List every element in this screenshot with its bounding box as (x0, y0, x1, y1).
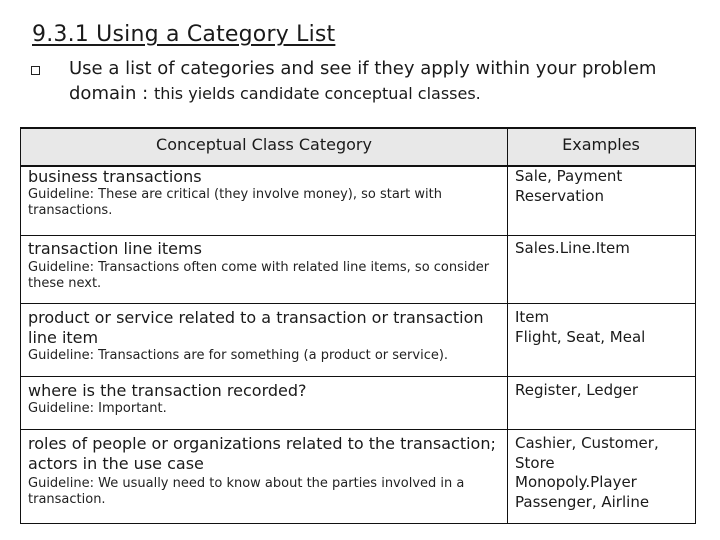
table-row (21, 163, 695, 236)
example-text: Sale, Payment (515, 167, 623, 185)
example-text: Sales.Line.Item (515, 239, 630, 257)
table-header (21, 127, 695, 167)
example-text: Reservation (515, 186, 604, 205)
row-guideline: Guideline: Important. (28, 401, 167, 416)
example-text: Flight, Seat, Meal (515, 327, 646, 346)
header-examples: Examples (562, 135, 640, 154)
bullet-text (69, 56, 689, 106)
category-table (20, 127, 696, 524)
example-text: Register, Ledger (515, 381, 639, 399)
bullet-small-text: this yields candidate conceptual classes. (153, 84, 481, 103)
row-examples (515, 308, 695, 347)
row-guideline: Guideline: We usually need to know about the parties involved in a transaction. (28, 476, 465, 507)
bullet-main-text: Use a list of categories and see if they apply within your problem domain : (69, 58, 657, 104)
table-row (21, 304, 695, 377)
table-row (21, 236, 695, 304)
example-text: Cashier, Customer, (515, 434, 659, 452)
row-guideline: Guideline: Transactions are for something (a product or service). (28, 348, 449, 363)
row-examples (515, 167, 695, 206)
table-row (21, 430, 695, 524)
row-category: where is the transaction recorded? (28, 381, 307, 400)
example-text: Item (515, 308, 550, 326)
row-category: product or service related to a transaction or transaction line item (28, 308, 484, 347)
table-row (21, 377, 695, 430)
example-text: Passenger, Airline (515, 492, 650, 511)
row-examples (515, 381, 695, 401)
row-examples (515, 239, 695, 259)
slide-title: 9.3.1 Using a Category List (32, 22, 336, 47)
example-text: Monopoly.Player (515, 473, 637, 491)
row-guideline: Guideline: These are critical (they involve money), so start with transactions. (28, 187, 442, 218)
example-text: Store (515, 453, 555, 472)
row-category: transaction line items (28, 239, 202, 258)
row-category: roles of people or organizations related to the transaction; actors in the use case (28, 434, 496, 473)
bullet-square-icon (31, 66, 40, 75)
row-guideline: Guideline: Transactions often come with related line items, so consider these next. (28, 260, 490, 291)
row-examples (515, 434, 695, 512)
header-category: Conceptual Class Category (156, 135, 372, 154)
row-category: business transactions (28, 167, 202, 186)
